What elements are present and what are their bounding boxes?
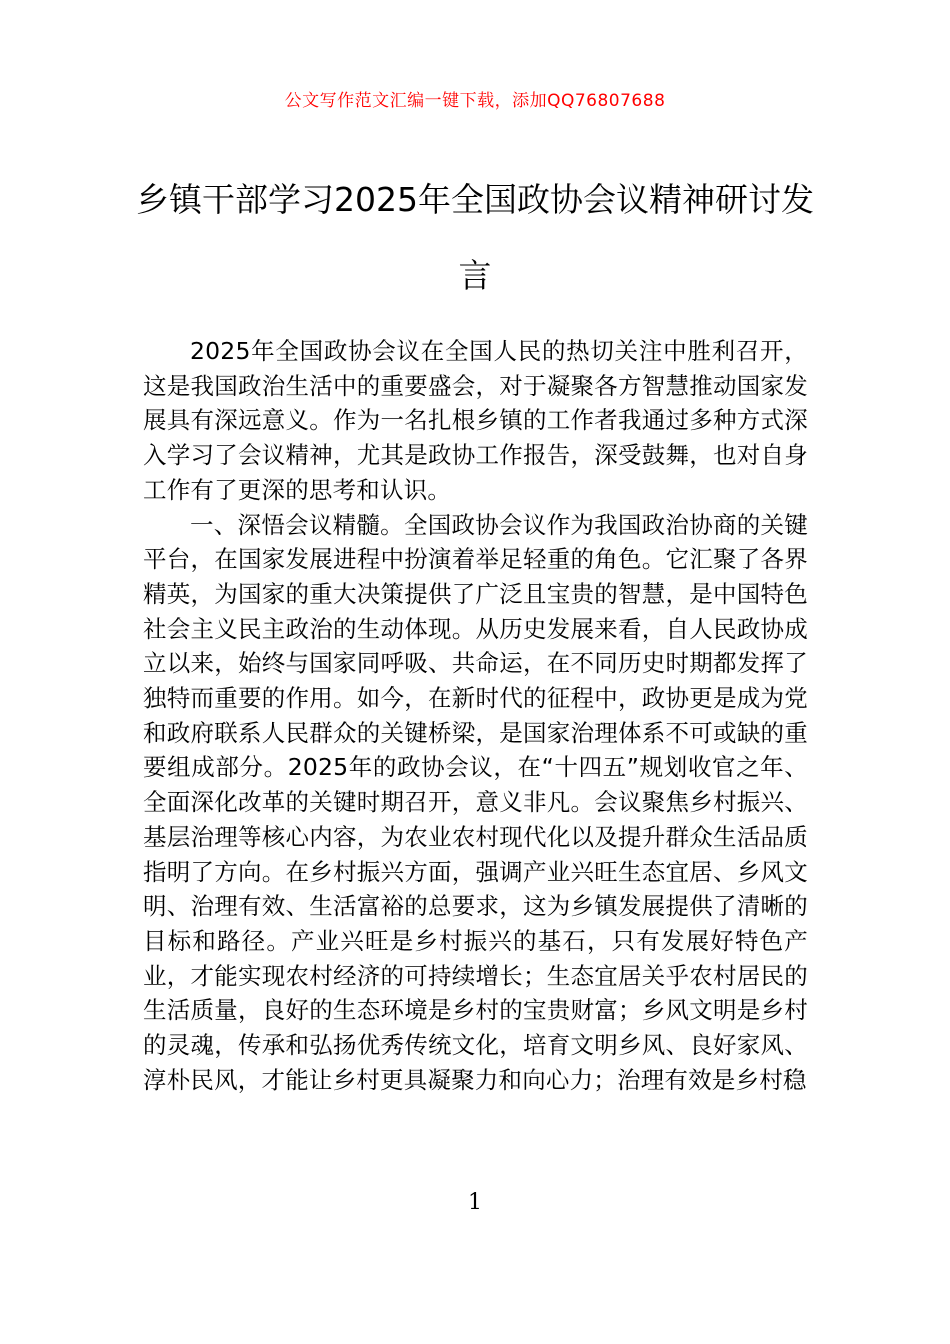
- watermark-header: 公文写作范文汇编一键下载，添加QQ76807688: [284, 91, 666, 111]
- page-number: 1: [468, 1190, 482, 1215]
- document-body: [143, 334, 808, 1097]
- document-title: 乡镇干部学习2025年全国政协会议精神研讨发言: [136, 180, 814, 295]
- paragraph-intro: 2025年全国政协会议在全国人民的热切关注中胜利召开，这是我国政治生活中的重要盛会，对于凝聚各方智慧推动国家发展具有深远意义。作为一名扎根乡镇的工作者我通过多种方式深入学习了会议精神，尤其是政协工作报告，深受鼓舞，也对自身工作有了更深的思考和认识。: [143, 337, 808, 504]
- paragraph-section-one: 一、深悟会议精髓。全国政协会议作为我国政治协商的关键平台，在国家发展进程中扮演着举足轻重的角色。它汇聚了各界精英，为国家的重大决策提供了广泛且宝贵的智慧，是中国特色社会主义民主政治的生动体现。从历史发展来看，自人民政协成立以来，始终与国家同呼吸、共命运，在不同历史时期都发挥了独特而重要的作用。如今，在新时代的征程中，政协更是成为党和政府联系人民群众的关键桥梁，是国家治理体系不可或缺的重要组成部分。2025年的政协会议，在“十四五”规划收官之年、全面深化改革的关键时期召开，意义非凡。会议聚焦乡村振兴、基层治理等核心内容，为农业农村现代化以及提升群众生活品质指明了方向。在乡村振兴方面，强调产业兴旺生态宜居、乡风文明、治理有效、生活富裕的总要求，这为乡镇发展提供了清晰的目标和路径。产业兴旺是乡村振兴的基石，只有发展好特色产业，才能实现农村经济的可持续增长；生态宜居关乎农村居民的生活质量，良好的生态环境是乡村的宝贵财富；乡风文明是乡村的灵魂，传承和弘扬优秀传统文化，培育文明乡风、良好家风、淳朴民风，才能让乡村更具凝聚力和向心力；治理有效是乡村稳: [143, 510, 808, 1094]
